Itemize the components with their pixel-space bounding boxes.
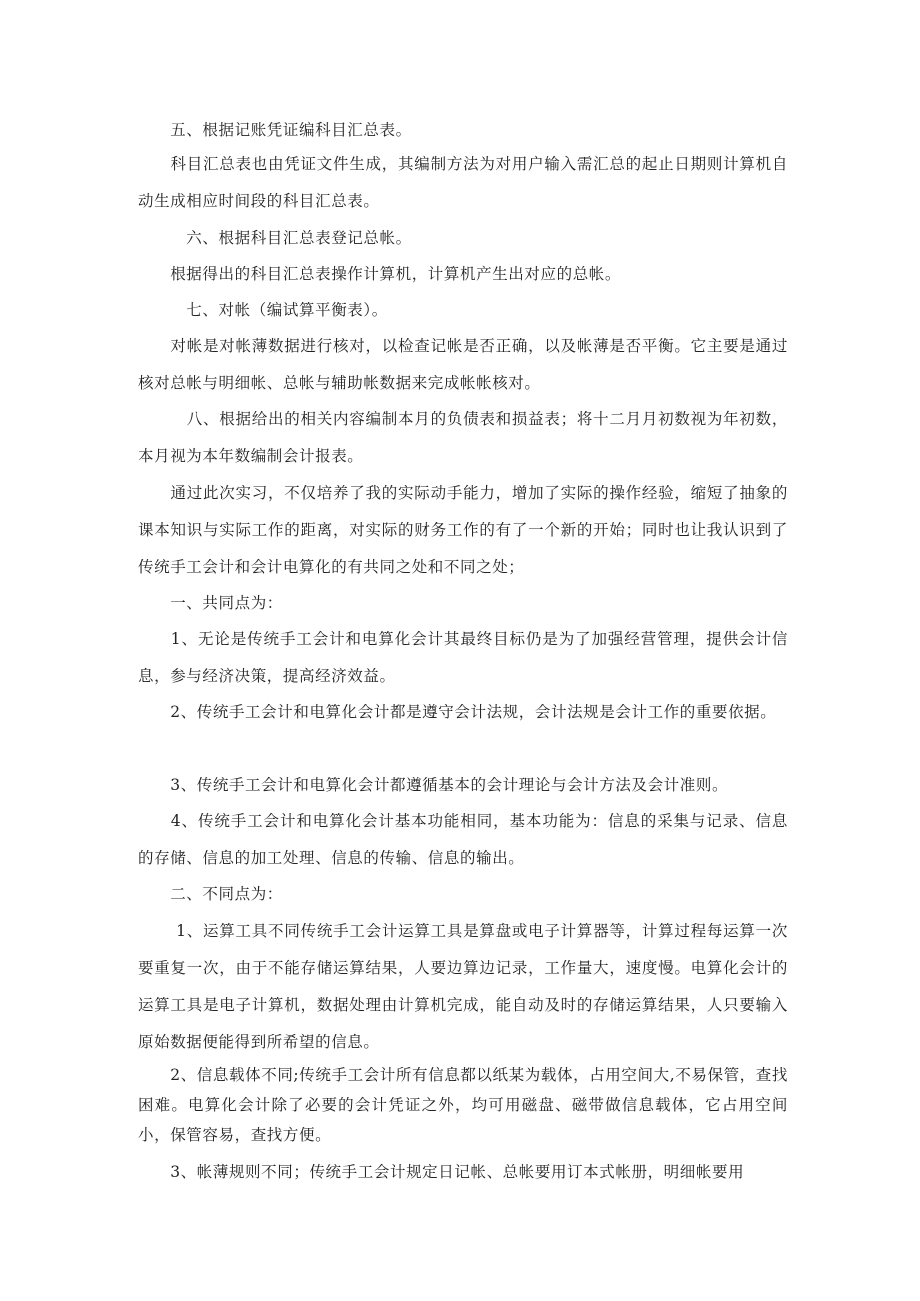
list-item: 2、传统手工会计和电算化会计都是遵守会计法规，会计法规是会计工作的重要依据。 bbox=[138, 703, 777, 721]
list-item: 4、传统手工会计和电算化会计基本功能相同，基本功能为：信息的采集与记录、信息的存储、信息的加工处理、信息的传输、信息的输出。 bbox=[138, 812, 788, 867]
paragraph: 对帐是对帐薄数据进行核对，以检查记帐是否正确，以及帐薄是否平衡。它主要是通过核对总帐与明细帐、总帐与辅助帐数据来完成帐帐核对。 bbox=[138, 337, 788, 392]
section-common-points: 一、共同点为： bbox=[138, 594, 283, 612]
list-item: 2、信息载体不同;传统手工会计所有信息都以纸某为载体，占用空间大,不易保管，查找困难。电算化会计除了必要的会计凭证之外，均可用磁盘、磁带做信息载体，它占用空间小，保管容易，查找方便。 bbox=[138, 1066, 788, 1144]
heading-six: 六、根据科目汇总表登记总帐。 bbox=[138, 229, 412, 247]
heading-eight: 八、根据给出的相关内容编制本月的负债表和损益表；将十二月月初数视为年初数，本月视为本年数编制会计报表。 bbox=[138, 410, 788, 465]
list-item: 3、帐薄规则不同；传统手工会计规定日记帐、总帐要用订本式帐册，明细帐要用 bbox=[138, 1163, 745, 1181]
paragraph: 通过此次实习，不仅培养了我的实际动手能力，增加了实际的操作经验，缩短了抽象的课本知识与实际工作的距离，对实际的财务工作的有了一个新的开始；同时也让我认识到了传统手工会计和会计电算化的有共同之处和不同之处； bbox=[138, 484, 788, 576]
paragraph: 根据得出的科目汇总表操作计算机，计算机产生出对应的总帐。 bbox=[138, 265, 622, 283]
list-item: 1、无论是传统手工会计和电算化会计其最终目标仍是为了加强经营管理，提供会计信息，参与经济决策，提高经济效益。 bbox=[138, 630, 788, 685]
paragraph: 科目汇总表也由凭证文件生成，其编制方法为对用户输入需汇总的起止日期则计算机自动生成相应时间段的科目汇总表。 bbox=[138, 155, 788, 210]
section-different-points: 二、不同点为： bbox=[138, 885, 283, 903]
heading-five: 五、根据记账凭证编科目汇总表。 bbox=[138, 121, 412, 139]
heading-seven: 七、对帐（编试算平衡表）。 bbox=[138, 301, 388, 319]
list-item: 1、运算工具不同传统手工会计运算工具是算盘或电子计算器等，计算过程每运算一次要重复一次，由于不能存储运算结果，人要边算边记录，工作量大，速度慢。电算化会计的运算工具是电子计算机，数据处理由计算机完成，能自动及时的存储运算结果，人只要输入原始数据便能得到所希望的信息。 bbox=[138, 922, 788, 1051]
list-item: 3、传统手工会计和电算化会计都遵循基本的会计理论与会计方法及会计准则。 bbox=[138, 776, 729, 794]
